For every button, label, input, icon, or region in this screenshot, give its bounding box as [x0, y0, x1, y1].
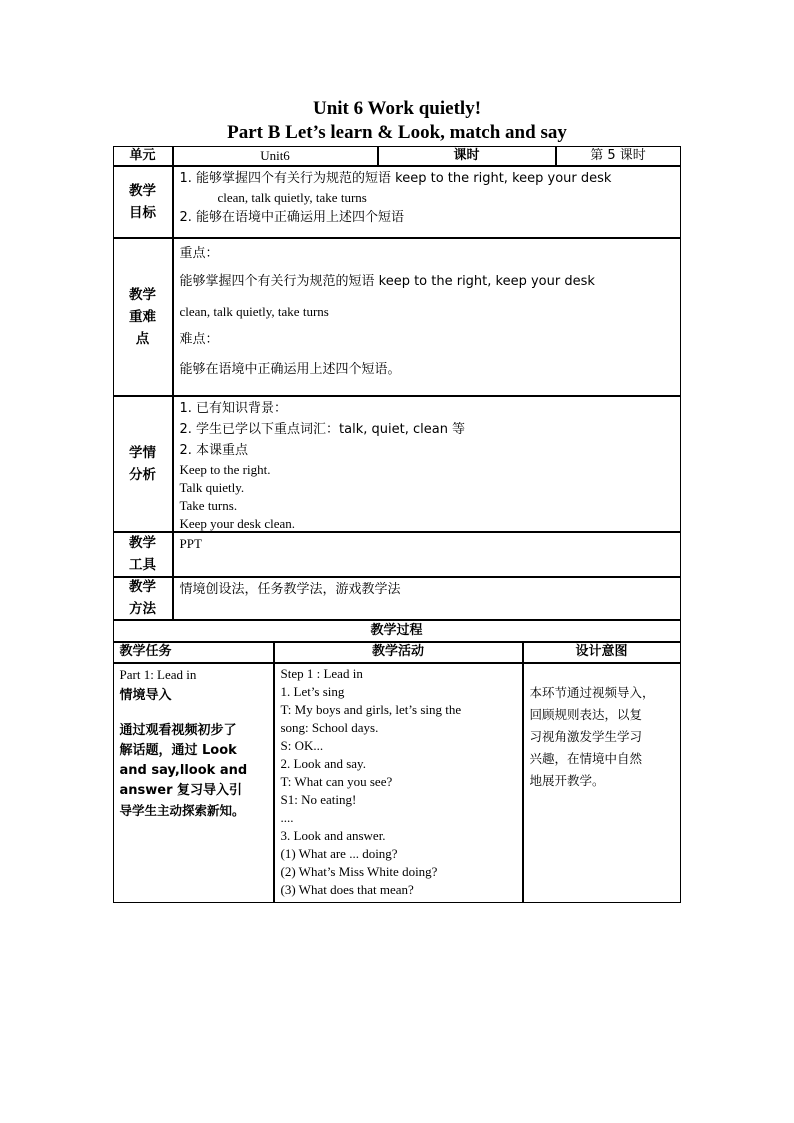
tools-value: PPT: [173, 532, 681, 577]
activity-line: song: School days.: [280, 719, 379, 735]
activity-line: (2) What’s Miss White doing?: [280, 863, 438, 879]
task-part: Part 1: Lead in: [119, 666, 197, 682]
task-cell: [113, 663, 274, 903]
objectives-label-text: 教学目标: [129, 182, 156, 221]
analysis-line: Keep your desk clean.: [179, 515, 296, 531]
key-points-content: [173, 238, 681, 396]
document-title: Unit 6 Work quietly!: [312, 98, 482, 119]
task-desc-line: answer 复习导入引: [119, 782, 243, 798]
activity-line: ....: [280, 809, 294, 825]
activity-line: Step 1 : Lead in: [280, 665, 363, 681]
methods-value: 情境创设法，任务教学法，游戏教学法: [173, 577, 681, 620]
objective-item-1-cont: clean, talk quietly, take turns: [217, 189, 367, 205]
activity-line: T: What can you see?: [280, 773, 393, 789]
objectives-label: [113, 166, 173, 238]
analysis-line: 1. 已有知识背景：: [179, 400, 288, 416]
activity-line: 3. Look and answer.: [280, 827, 386, 843]
objectives-content: [173, 166, 681, 238]
difficulty-title: 难点：: [179, 331, 219, 347]
process-title: 教学过程: [113, 620, 681, 642]
intent-line: 兴趣，在情境中自然: [529, 750, 643, 766]
key-points-label-text: 教学重难点: [129, 286, 156, 347]
col-task-header: 教学任务: [113, 642, 274, 663]
col-intent-header: 设计意图: [523, 642, 681, 663]
tools-label-text: 教学工具: [129, 535, 156, 573]
activity-cell: [274, 663, 523, 903]
task-desc-line: 导学生主动探索新知。: [119, 802, 245, 818]
task-desc-line: and say,llook and: [119, 762, 248, 778]
analysis-line: Keep to the right.: [179, 461, 271, 477]
intent-cell: [523, 663, 681, 903]
period-value: 第 5 课时: [556, 146, 681, 166]
key-line-2: clean, talk quietly, take turns: [179, 303, 329, 319]
col-activity-header: 教学活动: [274, 642, 523, 663]
intent-line: 回顾规则表达，以复: [529, 706, 643, 722]
intent-line: 地展开教学。: [529, 772, 605, 788]
objective-item-1: 1. 能够掌握四个有关行为规范的短语 keep to the right, keep your desk: [179, 170, 612, 186]
unit-label: 单元: [113, 146, 173, 166]
task-desc-line: 通过观看视频初步了: [119, 722, 237, 738]
analysis-content: [173, 396, 681, 532]
analysis-line: Talk quietly.: [179, 479, 245, 495]
activity-line: S1: No eating!: [280, 791, 357, 807]
activity-line: (1) What are ... doing?: [280, 845, 398, 861]
activity-line: (3) What does that mean?: [280, 881, 414, 897]
tools-label: [113, 532, 173, 577]
methods-label-text: 教学方法: [129, 579, 156, 617]
activity-line: T: My boys and girls, let’s sing the: [280, 701, 462, 717]
intent-line: 习视角激发学生学习: [529, 728, 643, 744]
key-points-label: [113, 238, 173, 396]
document-subtitle: Part B Let’s learn & Look, match and say: [227, 122, 567, 143]
intent-line: 本环节通过视频导入，: [529, 684, 655, 700]
methods-label: [113, 577, 173, 620]
key-title: 重点：: [179, 245, 219, 261]
difficulty-line: 能够在语境中正确运用上述四个短语。: [179, 361, 401, 377]
objective-item-2: 2. 能够在语境中正确运用上述四个短语: [179, 209, 405, 225]
task-subtitle: 情境导入: [119, 687, 172, 703]
key-line-1: 能够掌握四个有关行为规范的短语 keep to the right, keep your desk: [179, 273, 595, 289]
unit-value: Unit6: [173, 146, 378, 166]
activity-line: 1. Let’s sing: [280, 683, 345, 699]
activity-line: 2. Look and say.: [280, 755, 366, 771]
analysis-line: 2. 学生已学以下重点词汇：talk, quiet, clean 等: [179, 421, 466, 437]
analysis-label: [113, 396, 173, 532]
analysis-line: Take turns.: [179, 497, 238, 513]
period-label: 课时: [378, 146, 556, 166]
activity-line: S: OK...: [280, 737, 324, 753]
analysis-label-text: 学情分析: [129, 444, 156, 483]
task-desc-line: 解话题，通过 Look: [119, 742, 237, 758]
analysis-line: 2. 本课重点: [179, 442, 249, 458]
